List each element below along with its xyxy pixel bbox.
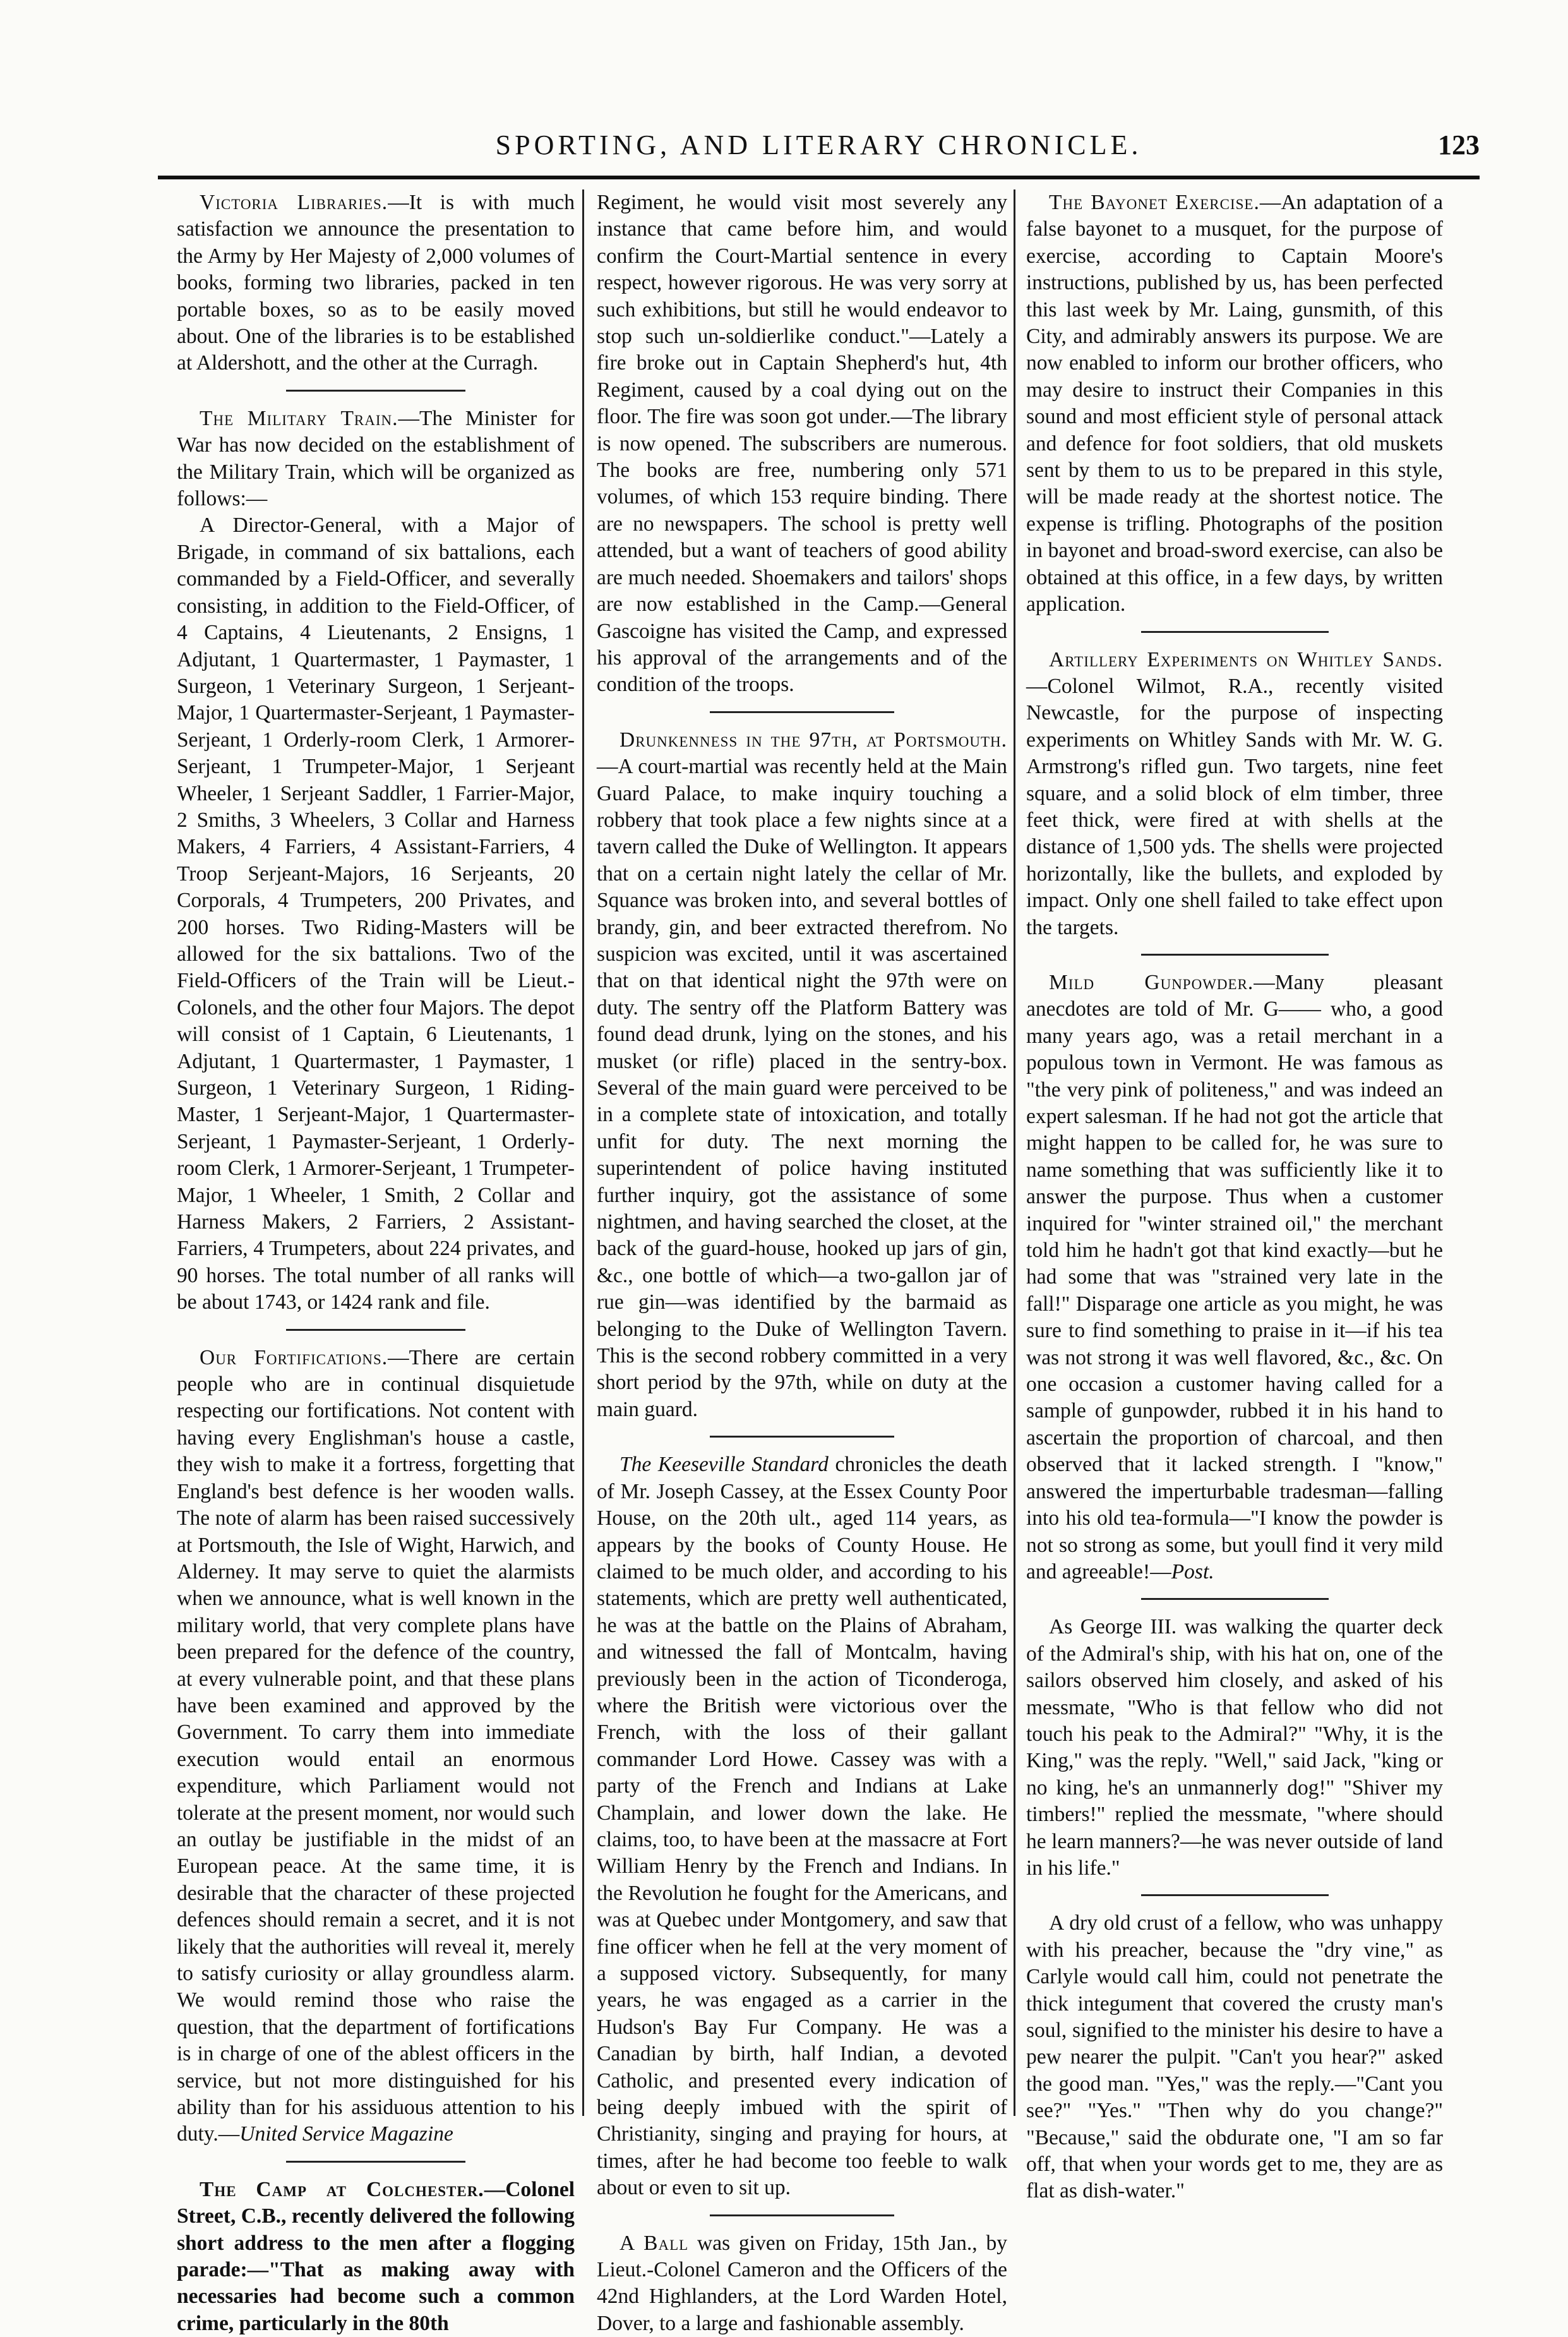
article-separator bbox=[1141, 1598, 1329, 1600]
article-separator bbox=[286, 2161, 465, 2163]
article-victoria-libraries bbox=[177, 189, 575, 377]
article-fortifications bbox=[177, 1345, 575, 2148]
article-ball bbox=[597, 2230, 1007, 2337]
article-text: —Many pleasant anecdotes are told of Mr. G—— who, a good many years ago, was a retail merchant in a populous town in Vermont. He was famous as "the very pink of politeness," and was indeed an expert salesman. If he had not got the article that might happen to be called for, he was sure to name something that was sufficiently like it to answer the purpose. Thus when a customer inquired for "winter strained oil," the merchant told him he hadn't got that kind exactly—but he had some that was "strained very late in the fall!" Disparage one article as you might, he was sure to find something to praise in it—if his tea was not strong it was well flavored, &c., &c. On one occasion a customer having called for a sample of gunpowder, rubbed it in his hand to ascertain the proportion of charcoal, and then observed that it lacked strength. I "know," answered the imperturbable tradesman—falling into his old tea-formula—"I know the powder is not so strong as some, but youll find it very mild and agreeable!— bbox=[1026, 970, 1443, 1583]
article-text: Regiment, he would visit most severely any instance that came before him, and would confirm the Court-Martial sentence in every respect, however rigorous. He was very sorry at such exhibitions, but still he would endeavor to stop such un-soldierlike conduct."—Lately a fire broke out in Captain Shepherd's hut, 4th Regiment, caused by a coal dying out on the floor. The fire was soon got under.—The library is now opened. The subscribers are numerous. The books are free, numbering only 571 volumes, of which 153 require binding. There are no newspapers. The school is pretty well attended, but a want of teachers of good ability are much needed. Shoemakers and tailors' shops are now established in the Camp.—General Gascoigne has visited the Camp, and expressed his approval of the arrangements and of the condition of the troops. bbox=[597, 191, 1007, 697]
article-separator bbox=[710, 2214, 895, 2216]
article-text: —A court-martial was recently held at the Main Guard Palace, to make inquiry touching a robbery that took place a few nights since at a tavern called the Duke of Wellington. It appears that on a certain night lately the cellar of Mr. Squance was broken into, and several bottles of brandy, gin, and beer extracted therefrom. No suspicion was excited, until it was ascertained that on that identical night the 97th were on duty. The sentry off the Platform Battery was found dead drunk, lying on the stones, and his musket (or rifle) placed in the sentry-box. Several of the main guard were perceived to be in a complete state of intoxication, and totally unfit for duty. The next morning the superintendent of police having instituted further inquiry, got the assistance of some nightmen, and having searched the closet, at the back of the guard-house, hooked up jars of gin, &c., one bottle of which—a two-gallon jar of rue gin—was identified by the barmaid as belonging to the Duke of Wellington Tavern. This is the second robbery committed in a very short period by the 97th, while on duty at the main guard. bbox=[597, 755, 1007, 1421]
article-heading: The Bayonet Exercise. bbox=[1049, 191, 1260, 214]
article-heading: The Military Train. bbox=[200, 406, 398, 430]
page-number: 123 bbox=[1438, 129, 1480, 160]
article-drunkenness-97th bbox=[597, 727, 1007, 1424]
column-divider bbox=[1014, 189, 1015, 2116]
article-heading: Artillery Experiments on Whitley Sands. bbox=[1049, 647, 1443, 671]
page-header bbox=[158, 120, 1480, 171]
header-rule bbox=[158, 176, 1480, 179]
article-dry-crust bbox=[1026, 1910, 1443, 2204]
article-separator bbox=[710, 711, 895, 713]
article-separator bbox=[1141, 1894, 1329, 1896]
article-source: Post. bbox=[1171, 1559, 1214, 1583]
running-title: SPORTING, AND LITERARY CHRONICLE. bbox=[495, 129, 1142, 160]
newspaper-name: The Keeseville Standard bbox=[619, 1453, 829, 1477]
article-heading: A Ball bbox=[619, 2231, 689, 2255]
article-bayonet-exercise bbox=[1026, 189, 1443, 618]
article-body: A Director-General, with a Major of Brigade, in command of six battalions, each commanded by a Field-Officer, and severally consisting, in addition to the Field-Officer, of 4 Captains, 4 Lieutenants, 2 Ensigns, 1 Adjutant, 1 Quartermaster, 1 Paymaster, 1 Surgeon, 1 Veterinary Surgeon, 1 Serjeant-Major, 1 Quartermaster-Serjeant, 1 Paymaster-Serjeant, 1 Orderly-room Clerk, 1 Armorer-Serjeant, 1 Trumpeter-Major, 1 Serjeant Wheeler, 1 Serjeant Saddler, 1 Farrier-Major, 2 Smiths, 3 Wheelers, 3 Collar and Harness Makers, 4 Farriers, 4 Assistant-Farriers, 4 Troop Serjeant-Majors, 16 Serjeants, 20 Corporals, 4 Trumpeters, 200 Privates, and 200 horses. Two Riding-Masters will be allowed for the six battalions. Two of the Field-Officers of the Train will be Lieut.-Colonels, and the other four Majors. The depot will consist of 1 Captain, 6 Lieutenants, 1 Adjutant, 1 Quartermaster, 1 Paymaster, 1 Surgeon, 1 Veterinary Surgeon, 1 Riding-Master, 1 Serjeant-Major, 1 Quartermaster-Serjeant, 1 Paymaster-Serjeant, 1 Orderly-room Clerk, 1 Armorer-Serjeant, 1 Trumpeter-Major, 1 Wheeler, 1 Smith, 2 Collar and Harness Makers, 2 Farriers, 2 Assistant-Farriers, 4 Trumpeters, about 224 privates, and 90 horses. The total number of all ranks will be about 1743, or 1424 rank and file. bbox=[177, 514, 575, 1314]
article-separator bbox=[1141, 631, 1329, 633]
article-keeseville-standard bbox=[597, 1451, 1007, 2201]
article-separator bbox=[286, 1329, 465, 1331]
article-text: —Colonel Wilmot, R.A., recently visited Newcastle, for the purpose of inspecting experiments on Whitley Sands with Mr. W. G. Armstrong's rifled gun. Two targets, nine feet square, and a solid block of elm timber, three feet thick, were fired at with shells at the distance of 1,500 yds. The shells were projected horizontally, like the bullets, and exploded by impact. Only one shell failed to take effect upon the targets. bbox=[1026, 674, 1443, 939]
article-text: —The Minister for War has now decided on the establishment of the Military Train, which will be organized as follows:— bbox=[177, 406, 575, 511]
article-heading: Our Fortifications. bbox=[200, 1345, 388, 1369]
article-text: As George III. was walking the quarter deck of the Admiral's ship, with his hat on, one of the sailors observed him closely, and asked of his messmate, "Who is that fellow who did not touch his peak to the Admiral?" "Why, it is the King," was the reply. "Well," said Jack, "king or no king, he's an unmannerly dog!" "Shiver my timbers!" replied the messmate, "where should he learn manners?—he was never outside of land in his life." bbox=[1026, 1615, 1443, 1880]
article-military-train bbox=[177, 406, 575, 1316]
article-text: chronicles the death of Mr. Joseph Cassey, at the Essex County Poor House, on the 20th ult., aged 114 years, as appears by the books of County House. He claimed to be much older, and according to his statements, which are pretty well authenticated, he was at the battle on the Plains of Abraham, and witnessed the fall of Montcalm, having previously been in the action of Ticonderoga, where the British were victorious over the French, with the loss of their gallant commander Lord Howe. Cassey was with a party of the French and Indians at Lake Champlain, and lower down the lake. He claims, too, to have been at the massacre at Fort William Henry by the French and Indians. In the Revolution he fought for the Americans, and was at Quebec under Montgomery, and saw that fine officer when he fell at the very moment of a supposed victory. Subsequently, for many years, he was engaged as a carrier in the Hudson's Bay Fur Company. He was a Canadian by birth, half Indian, a devoted Catholic, and presented every indication of being deeply imbued with the spirit of Christianity, singing and praying for hours, at times, after he had become too feeble to walk about or even to sit up. bbox=[597, 1453, 1007, 2200]
article-camp-colchester bbox=[177, 2177, 575, 2337]
article-heading: Mild Gunpowder. bbox=[1049, 970, 1254, 994]
article-mild-gunpowder bbox=[1026, 970, 1443, 1585]
article-text: —An adaptation of a false bayonet to a musquet, for the purpose of exercise, according to Captain Moore's instructions, published by us, has been perfected this last week by Mr. Laing, gunsmith, of this City, and admirably answers its purpose. We are now enabled to inform our brother officers, who may desire to instruct their Companies in this sound and most efficient style of personal attack and defence for foot soldiers, that old muskets sent by them to us to be prepared in this style, will be made ready at the shortest notice. The expense is trifling. Photographs of the position in bayonet and broad-sword exercise, can also be obtained at this office, in a few days, by written application. bbox=[1026, 191, 1443, 616]
column-3 bbox=[1026, 189, 1443, 2203]
column-1 bbox=[177, 189, 575, 2335]
article-separator bbox=[710, 1436, 895, 1438]
article-source: United Service Magazine bbox=[239, 2122, 453, 2146]
article-text: was given on Friday, 15th Jan., by Lieut.-Colonel Cameron and the Officers of the 42nd Highlanders, at the Lord Warden Hotel, Dover, to a large and fashionable assembly. bbox=[597, 2231, 1007, 2335]
article-heading: The Camp at Colchester. bbox=[200, 2177, 484, 2201]
article-heading: Drunkenness in the 97th, at Portsmouth. bbox=[619, 728, 1007, 752]
column-2 bbox=[597, 189, 1007, 2335]
article-camp-colchester-continued bbox=[597, 189, 1007, 699]
article-george-iii bbox=[1026, 1614, 1443, 1882]
article-text: —Colonel Street, C.B., recently delivered the following short address to the men after a flogging parade:—"That as making away with necessaries had become such a common crime, particularly in the 80th bbox=[177, 2177, 575, 2335]
article-text: A dry old crust of a fellow, who was unhappy with his preacher, because the "dry vine," as Carlyle would call him, could not penetrate the thick integument that covered the crusty man's soul, signified to the minister his desire to have a pew nearer the pulpit. "Can't you hear?" asked the good man. "Yes," was the reply.—"Cant you see?" "Yes." "Then why do you change?" "Because," said the obdurate one, "I am so far off, that when your words get to me, they are as flat as dish-water." bbox=[1026, 1911, 1443, 2203]
article-artillery-experiments bbox=[1026, 647, 1443, 941]
article-separator bbox=[1141, 954, 1329, 956]
article-heading: Victoria Libraries. bbox=[200, 191, 388, 214]
article-separator bbox=[286, 390, 465, 392]
article-text: —There are certain people who are in continual disquietude respecting our fortifications. Not content with having every Englishman's house a castle, they wish to make it a fortress, forgetting that England's best defence is her wooden walls. The note of alarm has been raised successively at Portsmouth, the Isle of Wight, Harwich, and Alderney. It may serve to quiet the alarmists when we announce, what is well known in the military world, that very complete plans have been prepared for the defence of the country, at every vulnerable point, and that these plans have been examined and approved by the Government. To carry them into immediate execution would entail an enormous expenditure, which Parliament would not tolerate at the present moment, nor would such an outlay be justifiable in the midst of an European peace. At the same time, it is desirable that the character of these projected defences should remain a secret, and it is not likely that the authorities will reveal it, merely to satisfy curiosity or allay groundless alarm. We would remind those who raise the question, that the department of fortifications is in charge of one of the ablest officers in the service, but not more distinguished for his ability than for his assiduous attention to his duty.— bbox=[177, 1345, 575, 2146]
article-text: —It is with much satisfaction we announce the presentation to the Army by Her Majesty of 2,000 volumes of books, forming two libraries, packed in ten portable boxes, so as to be easily moved about. One of the libraries is to be established at Aldershott, and the other at the Curragh. bbox=[177, 191, 575, 375]
column-divider bbox=[582, 189, 584, 2116]
